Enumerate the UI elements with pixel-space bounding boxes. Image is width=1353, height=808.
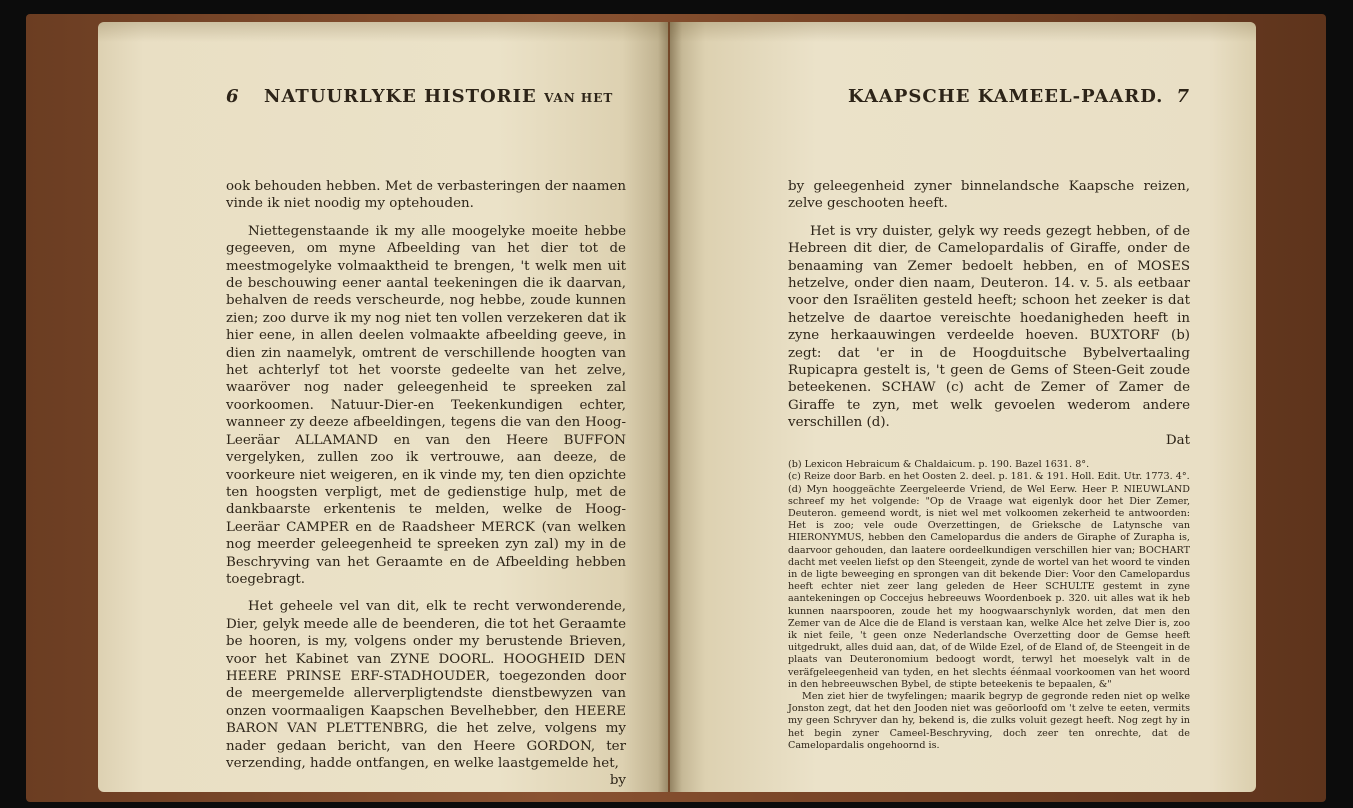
right-paragraph-2: Het is vry duister, gelyk wy reeds gezegt hebben, of de Hebreen dit dier, de Camelopardalis of Giraffe, onder de benaaming van Zemer bedoelt hebben, en of MOSES hetzelve, onder dien naam, Deuteron. 14. v. 5. als eetbaar voor den Israëliten gesteld heeft; schoon het zeeker is dat hetzelve de daartoe vereischte hoedanigheden heeft in zyne herkaauwingen verdeelde hoeven. BUXTORF (b) zegt: dat 'er in de Hoogduitsche Bybelvertaaling Rupicapra gestelt is, 't geen de Gems of Steen-Geit zoude beteekenen. SCHAW (c) acht de Zemer of Zamer de Giraffe te zyn, met welk gevoelen wederom andere verschillen (d). bbox=[788, 223, 1190, 431]
left-paragraph-2: Niettegenstaande ik my alle moogelyke moeite hebbe gegeeven, om myne Afbeelding van het dier tot de meestmogelyke volmaaktheid te brengen, 't welk men uit de beschouwing eener aantal teekeningen die ik daarvan, behalven de reeds verscheurde, nog hebbe, zoude kunnen zien; zoo durve ik my nog niet ten vollen verzekeren dat ik hier eene, in allen deelen volmaakte afbeelding geeve, in dien zin naamelyk, omtrent de verschillende hoogten van het achterlyf tot het voorste gedeelte van het zelve, waaröver nog nader geleegenheid te spreeken zal voorkoomen. Natuur-Dier-en Teekenkundigen echter, wanneer zy deeze afbeeldingen, tegens die van den Hoog-Leeräar ALLAMAND en van den Heere BUFFON vergelyken, zullen zoo ik vertrouwe, aan deeze, de voorkeure niet weigeren, en ik vinde my, ten dien opzichte ten hoogsten verpligt, met de gedienstige hulp, met de dankbaarste erkentenis te melden, welke de Hoog-Leeräar CAMPER en de Raadsheer MERCK (van welken nog meerder geleegenheid te spreeken zyn zal) my in de Beschryving van het Geraamte en de Afbeelding hebben toegebragt. bbox=[226, 223, 626, 587]
footnote-b: (b) Lexicon Hebraicum & Chaldaicum. p. 190. Bazel 1631. 8°. bbox=[788, 459, 1090, 471]
left-running-head-title: NATUURLYKE HISTORIE bbox=[264, 86, 537, 107]
right-body bbox=[788, 178, 1190, 752]
left-body bbox=[226, 178, 626, 792]
left-paragraph-3: Het geheele vel van dit, elk te recht verwonderende, Dier, gelyk meede alle de beenderen, die tot het Geraamte be hooren, is my, volgens onder my berustende Brieven, voor het Kabinet van ZYNE DOORL. HOOGHEID DEN HEERE PRINSE ERF-STADHOUDER, toegezonden door de meergemelde allerverpligtendste dienstbewyzen van onzen voormaaligen Kaapschen Bevelhebber, den HEERE BARON VAN PLETTENBRG, die het zelve, volgens my nader gedaan bericht, van den Heere GORDON, ter verzending, hadde ontfangen, en welke laastgemelde het, bbox=[226, 599, 626, 771]
left-running-head-small: VAN HET bbox=[544, 91, 614, 105]
right-page-number: 7 bbox=[1176, 86, 1190, 107]
footnote-d: (d) Myn hooggeächte Zeergeleerde Vriend, de Wel Eerw. Heer P. NIEUWLAND schreef my het volgende: "Op de Vraage wat eigenlyk door het Dier Zemer, Deuteron. gemeend wordt, is niet wel met volkoomen zekerheid te antwoorden: Het is zoo; vele oude Overzettingen, de Grieksche de Latynsche van HIERONYMUS, hebben den Camelopardus die anders de Giraphe of Zurapha is, daarvoor gehouden, dan laatere oordeelkundigen verschillen hier van; BOCHART dacht met veelen liefst op den Steengeit, zynde de wortel van het woord te vinden in de ligte beweeging en sprongen van dit bekende Dier: Voor den Camelopardus heeft echter niet zeer lang geleden de Heer SCHULTE gestemt in zyne aantekeningen op Coccejus hebreeuws Woordenboek p. 320. uit alles wat ik heb kunnen naarspooren, zoude het my hoogwaarschynlyk worden, dat men den Zemer van de Alce die de Eland is verstaan kan, welke Alce het zelve Dier is, zoo ik niet feile, 't geen onze Nederlandsche Overzetting door de Gemse heeft uitgedrukt, alles duid aan, dat, of de Wilde Ezel, of de Eland of, de Steengeit in de plaats van Deuteronomium bedoogt wordt, terwyl het moeselyk valt in de veräfgeleegenheid van tyden, en het slechts éénmaal voorkoomen van het woord in den hebreeuwschen Bybel, de stipte beteekenis te bepaalen, &" bbox=[788, 483, 1190, 690]
left-page-number: 6 bbox=[226, 86, 240, 107]
footnote-c: (c) Reize door Barb. en het Oosten 2. deel. p. 181. & 191. Holl. Edit. Utr. 1773. 4°. bbox=[788, 471, 1190, 483]
left-running-head bbox=[264, 86, 613, 107]
left-catchword: by bbox=[609, 773, 626, 789]
page-shadow bbox=[670, 22, 1256, 42]
right-paragraph-1: by geleegenheid zyner binnelandsche Kaapsche reizen, zelve geschooten heeft. bbox=[788, 179, 1190, 212]
left-paragraph-1: ook behouden hebben. Met de verbasteringen der naamen vinde ik niet noodig my optehouden. bbox=[226, 179, 626, 212]
page-shadow bbox=[98, 22, 668, 42]
left-page bbox=[98, 22, 668, 792]
open-book bbox=[98, 22, 1256, 792]
footnotes bbox=[788, 459, 1190, 752]
right-catchword: Dat bbox=[1165, 432, 1190, 448]
right-running-head: KAAPSCHE KAMEEL-PAARD. bbox=[848, 86, 1164, 107]
book-gutter bbox=[658, 22, 682, 792]
right-page bbox=[670, 22, 1256, 792]
footnote-d-continued: Men ziet hier de twyfelingen; maarik begryp de gegronde reden niet op welke Jonston zegt, dat het den Jooden niet was geöorloofd om 't zelve te eeten, vermits my geen Schryver dan hy, bekend is, die zulks voluit gezegt heeft. Nog zegt hy in het begin zyner Cameel-Beschryving, doch zeer ten onrechte, dat de Camelopardalis ongehoornd is. bbox=[788, 690, 1190, 751]
